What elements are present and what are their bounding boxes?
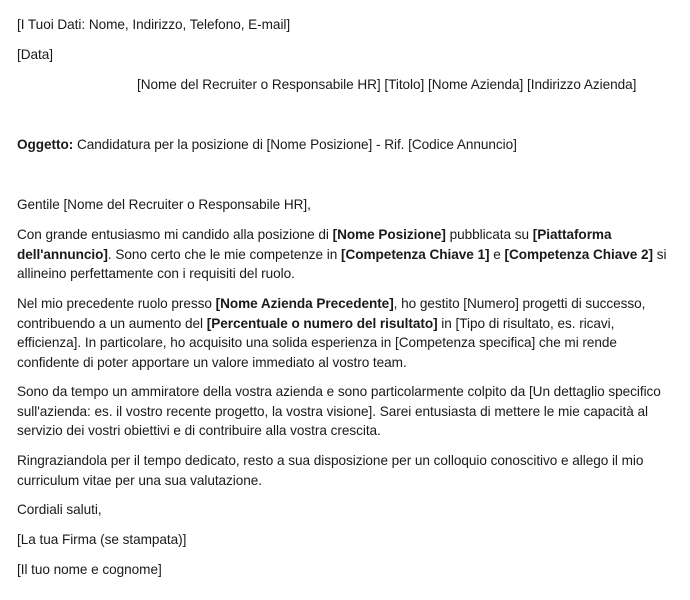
closing-salutation: Cordiali saluti, xyxy=(17,502,102,517)
greeting: Gentile [Nome del Recruiter o Responsabile HR], xyxy=(17,197,311,212)
text-run: Nel mio precedente ruolo presso xyxy=(17,296,216,311)
text-run: . Sono certo che le mie competenze in xyxy=(107,246,342,262)
subject-label: Oggetto: xyxy=(17,137,74,152)
full-name-placeholder: [Il tuo nome e cognome] xyxy=(17,562,162,577)
bold-platform: [Piattaforma dell'annuncio] xyxy=(17,227,612,262)
paragraph-experience xyxy=(17,294,673,372)
text-run: Con grande entusiasmo mi candido alla posizione di xyxy=(17,227,333,242)
letter-date: [Data] xyxy=(17,47,53,62)
bold-skill-1: [Competenza Chiave 1] xyxy=(341,246,490,262)
recipient-block: [Nome del Recruiter o Responsabile HR] [Titolo] [Nome Azienda] [Indirizzo Azienda] xyxy=(137,77,637,92)
bold-result: [Percentuale o numero del risultato] xyxy=(206,315,438,331)
paragraph-intro xyxy=(17,225,673,284)
text-run: in [Tipo di risultato, es. ricavi, efficienza]. In particolare, ho acquisito una solida esperienza in [Competenza specifica] che mi rende confidente di poter apportare un valore immediato al vostro team. xyxy=(17,315,617,370)
bold-previous-company: [Nome Azienda Precedente] xyxy=(215,296,394,311)
paragraph-motivation: Sono da tempo un ammiratore della vostra azienda e sono particolarmente colpito da [Un dettaglio specifico sull'azienda: es. il vostro recente progetto, la vostra visione]. Sarei entusiasta di mettere le mie capacità al servizio dei vostri obiettivi e di contribuire alla vostra crescita. xyxy=(17,384,661,438)
text-run: pubblicata su xyxy=(445,227,533,242)
paragraph-closing-request: Ringraziandola per il tempo dedicato, resto a sua disposizione per un colloquio conoscitivo e allego il mio curriculum vitae per una sua valutazione. xyxy=(17,453,644,488)
bold-skill-2: [Competenza Chiave 2] xyxy=(504,246,654,262)
text-run: , ho gestito [Numero] progetti di successo, contribuendo a un aumento del xyxy=(17,296,646,331)
text-run: e xyxy=(489,246,505,262)
subject-line xyxy=(17,135,673,155)
subject-text: Candidatura per la posizione di [Nome Posizione] - Rif. [Codice Annuncio] xyxy=(73,137,517,152)
text-run: si allineino perfettamente con i requisiti del ruolo. xyxy=(17,246,667,281)
signature-placeholder: [La tua Firma (se stampata)] xyxy=(17,532,187,547)
bold-position-name: [Nome Posizione] xyxy=(332,227,446,242)
sender-info: [I Tuoi Dati: Nome, Indirizzo, Telefono, E-mail] xyxy=(17,17,291,32)
